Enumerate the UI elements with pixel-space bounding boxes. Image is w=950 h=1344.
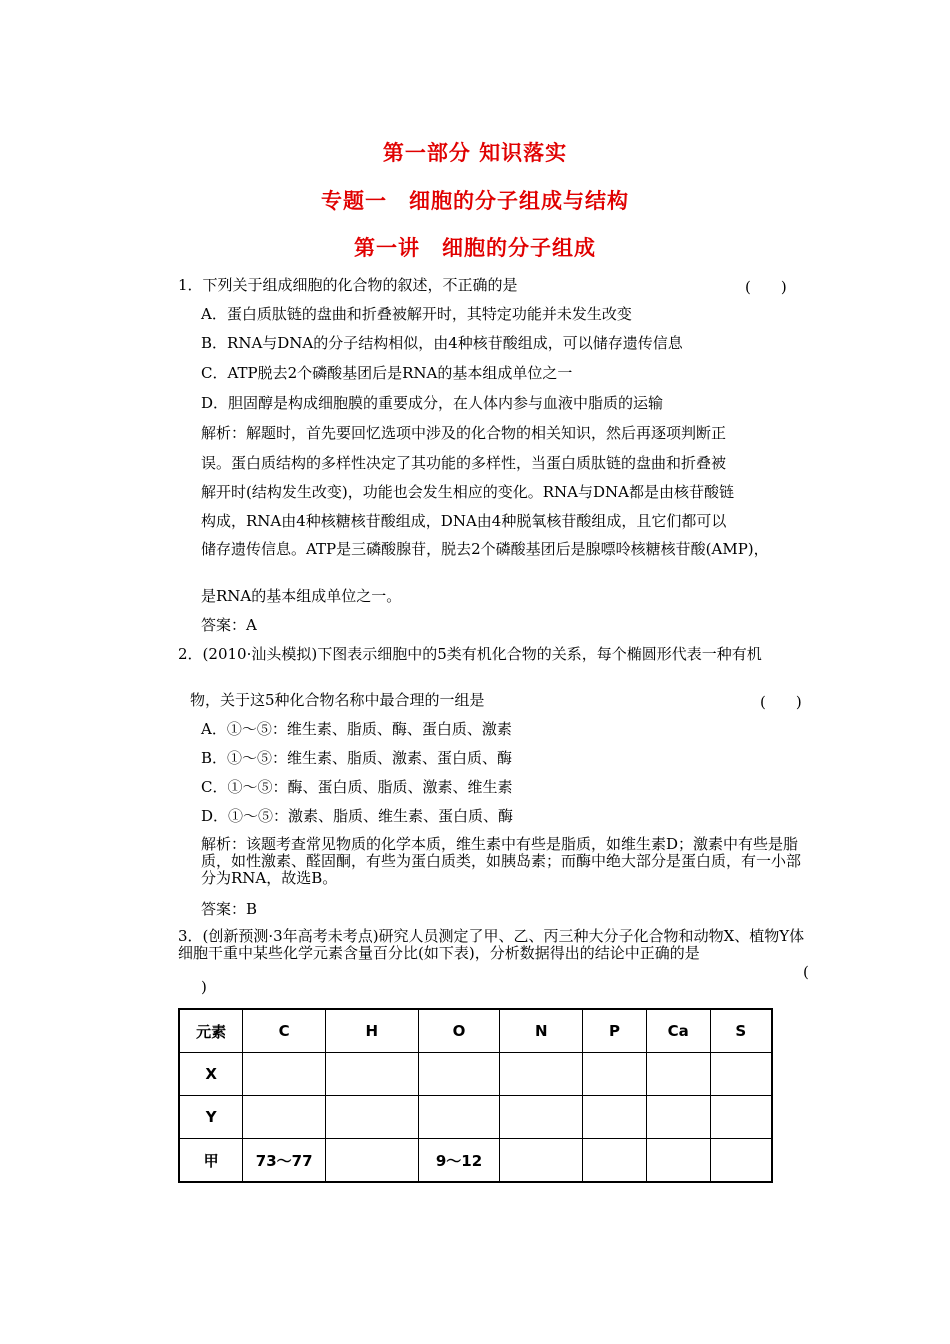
table-cell	[646, 1096, 710, 1139]
table-header-cell: N	[500, 1009, 583, 1053]
q3-answer-paren-open: (	[803, 963, 809, 981]
table-cell	[418, 1096, 500, 1139]
table-row	[179, 1053, 772, 1096]
q2-stem-line1: 2．(2010·汕头模拟)下图表示细胞中的5类有机化合物的关系，每个椭圆形代表一种有机	[178, 645, 762, 663]
q1-analysis-line: 解开时(结构发生改变)，功能也会发生相应的变化。RNA与DNA都是由核苷酸链	[201, 483, 734, 501]
q1-answer-paren: ( )	[745, 278, 787, 296]
table-cell	[500, 1053, 583, 1096]
q1-option-b: B．RNA与DNA的分子结构相似，由4种核苷酸组成，可以储存遗传信息	[201, 334, 683, 352]
q2-analysis: 解析：该题考查常见物质的化学本质，维生素中有些是脂质，如维生素D；激素中有些是脂质，如性激素、醛固酮，有些为蛋白质类，如胰岛素；而酶中绝大部分是蛋白质，有一小部分为RNA，故选B。	[201, 835, 802, 887]
table-cell	[243, 1096, 326, 1139]
q1-stem: 1．下列关于组成细胞的化合物的叙述，不正确的是	[178, 276, 518, 294]
table-cell: X	[179, 1053, 243, 1096]
q2-option-b: B．①～⑤：维生素、脂质、激素、蛋白质、酶	[201, 749, 513, 767]
q1-answer: 答案：A	[201, 616, 257, 634]
table-cell	[646, 1053, 710, 1096]
table-cell: Y	[179, 1096, 243, 1139]
q1-analysis-line: 误。蛋白质结构的多样性决定了其功能的多样性，当蛋白质肽链的盘曲和折叠被	[201, 454, 727, 472]
table-header-cell: Ca	[646, 1009, 710, 1053]
table-row	[179, 1139, 772, 1183]
q1-analysis-line: 储存遗传信息。ATP是三磷酸腺苷，脱去2个磷酸基团后是腺嘌呤核糖核苷酸(AMP)，	[201, 540, 769, 558]
q1-analysis-line: 构成，RNA由4种核糖核苷酸组成，DNA由4种脱氧核苷酸组成，且它们都可以	[201, 512, 727, 530]
table-cell	[583, 1139, 647, 1183]
q2-option-c: C．①～⑤：酶、蛋白质、脂质、激素、维生素	[201, 778, 513, 796]
table-cell	[418, 1053, 500, 1096]
table-cell: 73～77	[243, 1139, 326, 1183]
q3-stem: 3．(创新预测·3年高考未考点)研究人员测定了甲、乙、丙三种大分子化合物和动物X、植物Y体细胞干重中某些化学元素含量百分比(如下表)，分析数据得出的结论中正确的是	[178, 927, 805, 962]
q1-analysis-line: 是RNA的基本组成单位之一。	[201, 587, 402, 605]
q2-answer: 答案：B	[201, 900, 258, 918]
q3-answer-paren-close: )	[201, 978, 207, 996]
table-header-cell: P	[583, 1009, 647, 1053]
table-cell	[710, 1139, 772, 1183]
table-header-cell: H	[326, 1009, 419, 1053]
table-cell: 甲	[179, 1139, 243, 1183]
q1-option-d: D．胆固醇是构成细胞膜的重要成分，在人体内参与血液中脂质的运输	[201, 394, 664, 412]
table-header-row	[179, 1009, 772, 1053]
table-cell	[326, 1139, 419, 1183]
q1-analysis-line: 解析：解题时，首先要回忆选项中涉及的化合物的相关知识，然后再逐项判断正	[201, 424, 727, 442]
table-cell	[583, 1096, 647, 1139]
element-content-table	[178, 1008, 773, 1183]
q2-option-d: D．①～⑤：激素、脂质、维生素、蛋白质、酶	[201, 807, 514, 825]
table-header-cell: O	[418, 1009, 500, 1053]
part-title: 第一部分 知识落实	[382, 141, 568, 165]
topic-title: 专题一 细胞的分子组成与结构	[321, 189, 629, 213]
table-cell	[326, 1096, 419, 1139]
table-header-cell: 元素	[179, 1009, 243, 1053]
q1-option-a: A．蛋白质肽链的盘曲和折叠被解开时，其特定功能并未发生改变	[201, 305, 632, 323]
q2-stem-line2: 物，关于这5种化合物名称中最合理的一组是	[190, 691, 485, 709]
table-cell	[583, 1053, 647, 1096]
table-row	[179, 1096, 772, 1139]
table-cell	[710, 1096, 772, 1139]
table-cell	[500, 1096, 583, 1139]
table-header-cell: S	[710, 1009, 772, 1053]
table-cell: 9～12	[418, 1139, 500, 1183]
table-cell	[710, 1053, 772, 1096]
table-cell	[500, 1139, 583, 1183]
q2-answer-paren: ( )	[760, 693, 802, 711]
table-cell	[243, 1053, 326, 1096]
table-cell	[326, 1053, 419, 1096]
q1-option-c: C．ATP脱去2个磷酸基团后是RNA的基本组成单位之一	[201, 364, 573, 382]
table-header-cell: C	[243, 1009, 326, 1053]
table-cell	[646, 1139, 710, 1183]
q2-option-a: A．①～⑤：维生素、脂质、酶、蛋白质、激素	[201, 720, 512, 738]
lecture-title: 第一讲 细胞的分子组成	[354, 236, 596, 260]
